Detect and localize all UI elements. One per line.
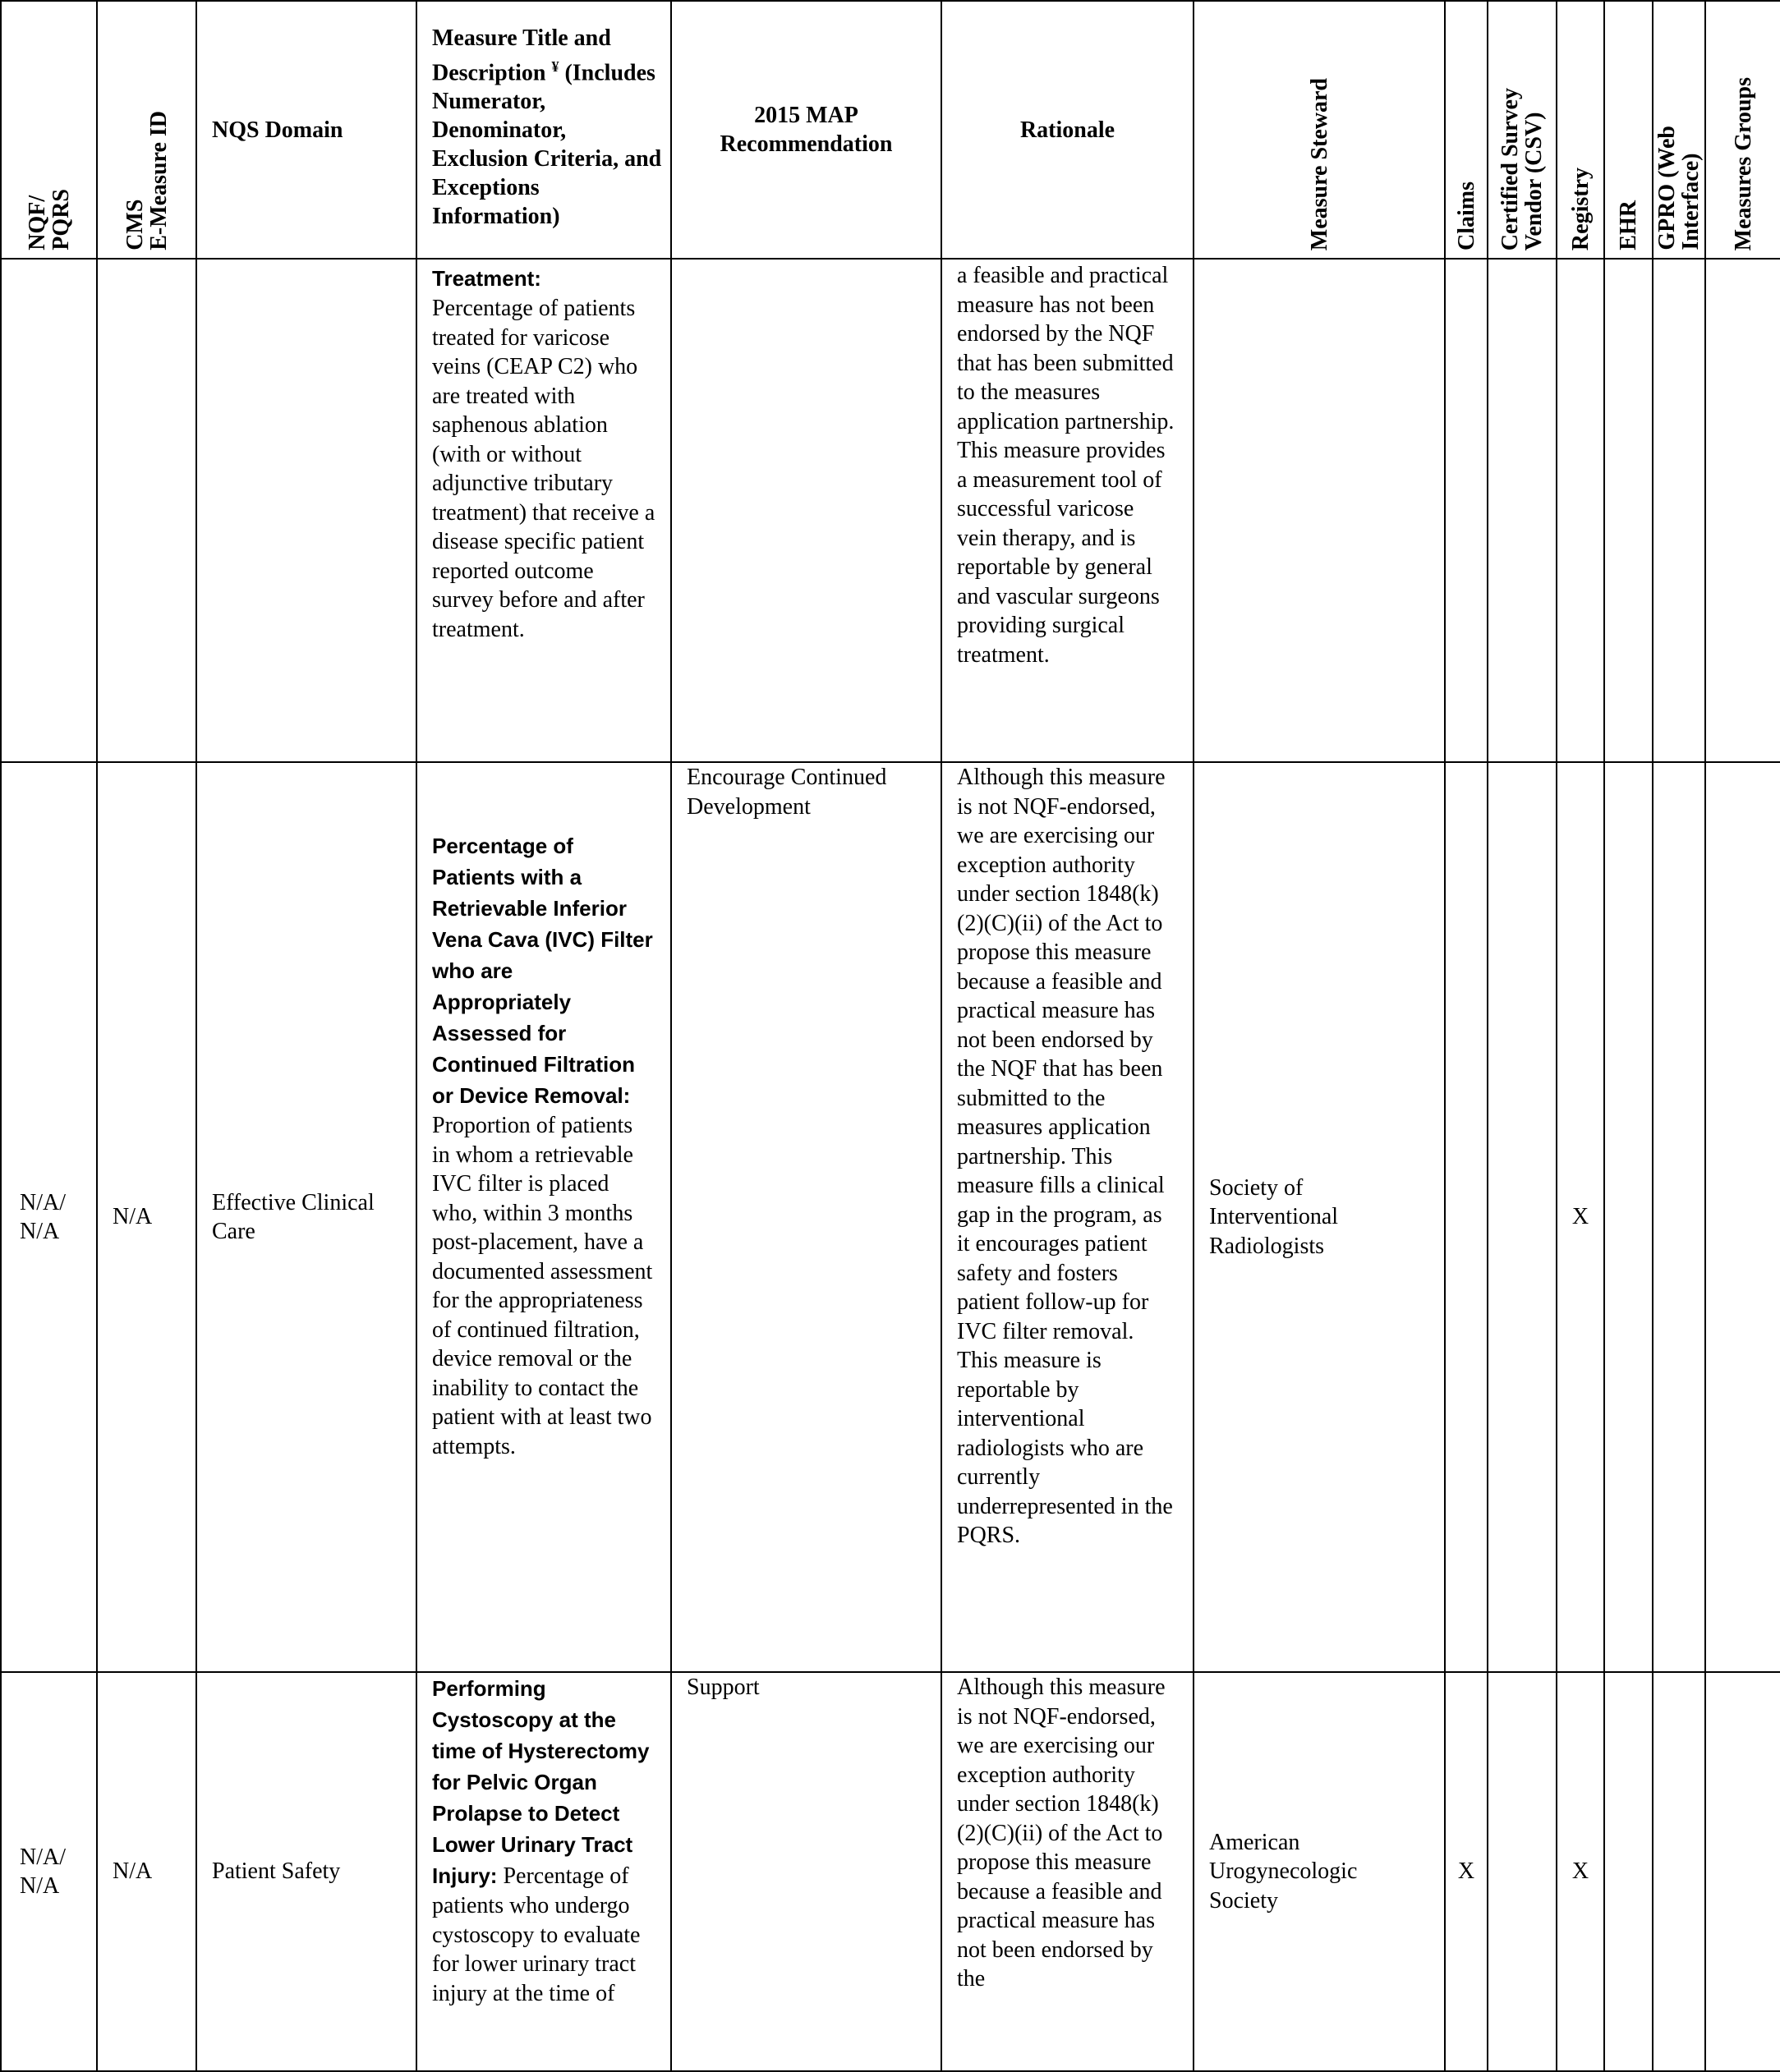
header-registry: Registry [1557, 1, 1604, 259]
cms-id-cell: N/A [97, 1672, 196, 2071]
groups-cell [1705, 1672, 1780, 2071]
header-measure-title: Measure Title and Description ¥ (Includes Numerator, Denominator, Exclusion Criteria, and Exceptions Information) [416, 1, 671, 259]
ehr-cell [1604, 259, 1653, 762]
claims-cell [1445, 762, 1488, 1672]
header-measures-groups: Measures Groups [1705, 1, 1780, 259]
steward-cell [1194, 259, 1445, 762]
table-row [1, 259, 1780, 762]
measure-title-bold: Performing Cystoscopy at the time of Hysterectomy for Pelvic Organ Prolapse to Detect Lower Urinary Tract Injury: [432, 1676, 650, 1888]
map-cell: Support [671, 1672, 941, 2071]
registry-cell: X [1557, 762, 1604, 1672]
groups-cell [1705, 762, 1780, 1672]
csv-cell [1488, 1672, 1557, 2071]
cms-id-cell [97, 259, 196, 762]
measure-description: Percentage of patients who undergo cystoscopy to evaluate for lower urinary tract injury at the time of [432, 1863, 641, 2006]
header-ehr: EHR [1604, 1, 1653, 259]
header-csv: Certified Survey Vendor (CSV) [1488, 1, 1557, 259]
nqf-pqrs-cell: N/A/ N/A [1, 1672, 97, 2071]
measure-title-bold: Percentage of Patients with a Retrievable Inferior Vena Cava (IVC) Filter who are Appropriately Assessed for Continued Filtration or Device Removal: [432, 834, 653, 1108]
domain-cell [196, 259, 416, 762]
registry-cell: X [1557, 1672, 1604, 2071]
rationale-cell: Although this measure is not NQF-endorsed, we are exercising our exception authority under section 1848(k)(2)(C)(ii) of the Act to propose this measure because a feasible and practical measure has not been endorsed by the [941, 1672, 1194, 2071]
domain-cell: Effective Clinical Care [196, 762, 416, 1672]
steward-cell: American Urogynecologic Society [1194, 1672, 1445, 2071]
header-cms-emeasure-id: CMS E-Measure ID [97, 1, 196, 259]
registry-cell [1557, 259, 1604, 762]
header-claims: Claims [1445, 1, 1488, 259]
measure-title-bold: Treatment: [432, 266, 541, 291]
measure-title-cell [416, 762, 671, 1672]
steward-cell: Society of Interventional Radiologists [1194, 762, 1445, 1672]
header-measure-steward: Measure Steward [1194, 1, 1445, 259]
csv-cell [1488, 762, 1557, 1672]
gpro-cell [1653, 1672, 1705, 2071]
map-cell: Encourage Continued Development [671, 762, 941, 1672]
measure-description: Proportion of patients in whom a retrievable IVC filter is placed who, within 3 months post-placement, have a documented assessment for the appropriateness of continued filtration, device removal or the inability to contact the patient with at least two attempts. [432, 1113, 653, 1459]
claims-cell: X [1445, 1672, 1488, 2071]
ehr-cell [1604, 1672, 1653, 2071]
gpro-cell [1653, 259, 1705, 762]
table-row [1, 1672, 1780, 2071]
gpro-cell [1653, 762, 1705, 1672]
map-cell [671, 259, 941, 762]
domain-cell: Patient Safety [196, 1672, 416, 2071]
cms-id-cell: N/A [97, 762, 196, 1672]
measure-title-cell [416, 1672, 671, 2071]
rationale-cell: a feasible and practical measure has not been endorsed by the NQF that has been submitted to the measures application partnership. This measure provides a measurement tool of successful varicose vein therapy, and is reportable by general and vascular surgeons providing surgical treatment. [941, 259, 1194, 762]
header-nqf-pqrs: NQF/ PQRS [1, 1, 97, 259]
header-nqs-domain: NQS Domain [196, 1, 416, 259]
table-row [1, 762, 1780, 1672]
header-map-recommendation: 2015 MAP Recommendation [671, 1, 941, 259]
ehr-cell [1604, 762, 1653, 1672]
groups-cell [1705, 259, 1780, 762]
rationale-cell: Although this measure is not NQF-endorsed, we are exercising our exception authority under section 1848(k)(2)(C)(ii) of the Act to propose this measure because a feasible and practical measure has not been endorsed by the NQF that has been submitted to the measures application partnership. This measure fills a clinical gap in the program, as it encourages patient safety and fosters patient follow-up for IVC filter removal. This measure is reportable by interventional radiologists who are currently underrepresented in the PQRS. [941, 762, 1194, 1672]
measure-title-cell [416, 259, 671, 762]
csv-cell [1488, 259, 1557, 762]
header-gpro: GPRO (Web Interface) [1653, 1, 1705, 259]
claims-cell [1445, 259, 1488, 762]
nqf-pqrs-cell [1, 259, 97, 762]
header-row [1, 1, 1780, 259]
header-rationale: Rationale [941, 1, 1194, 259]
nqf-pqrs-cell: N/A/ N/A [1, 762, 97, 1672]
measure-description: Percentage of patients treated for varicose veins (CEAP C2) who are treated with saphenous ablation (with or without adjunctive tributary treatment) that receive a disease specific patient reported outcome survey before and after treatment. [432, 296, 655, 642]
